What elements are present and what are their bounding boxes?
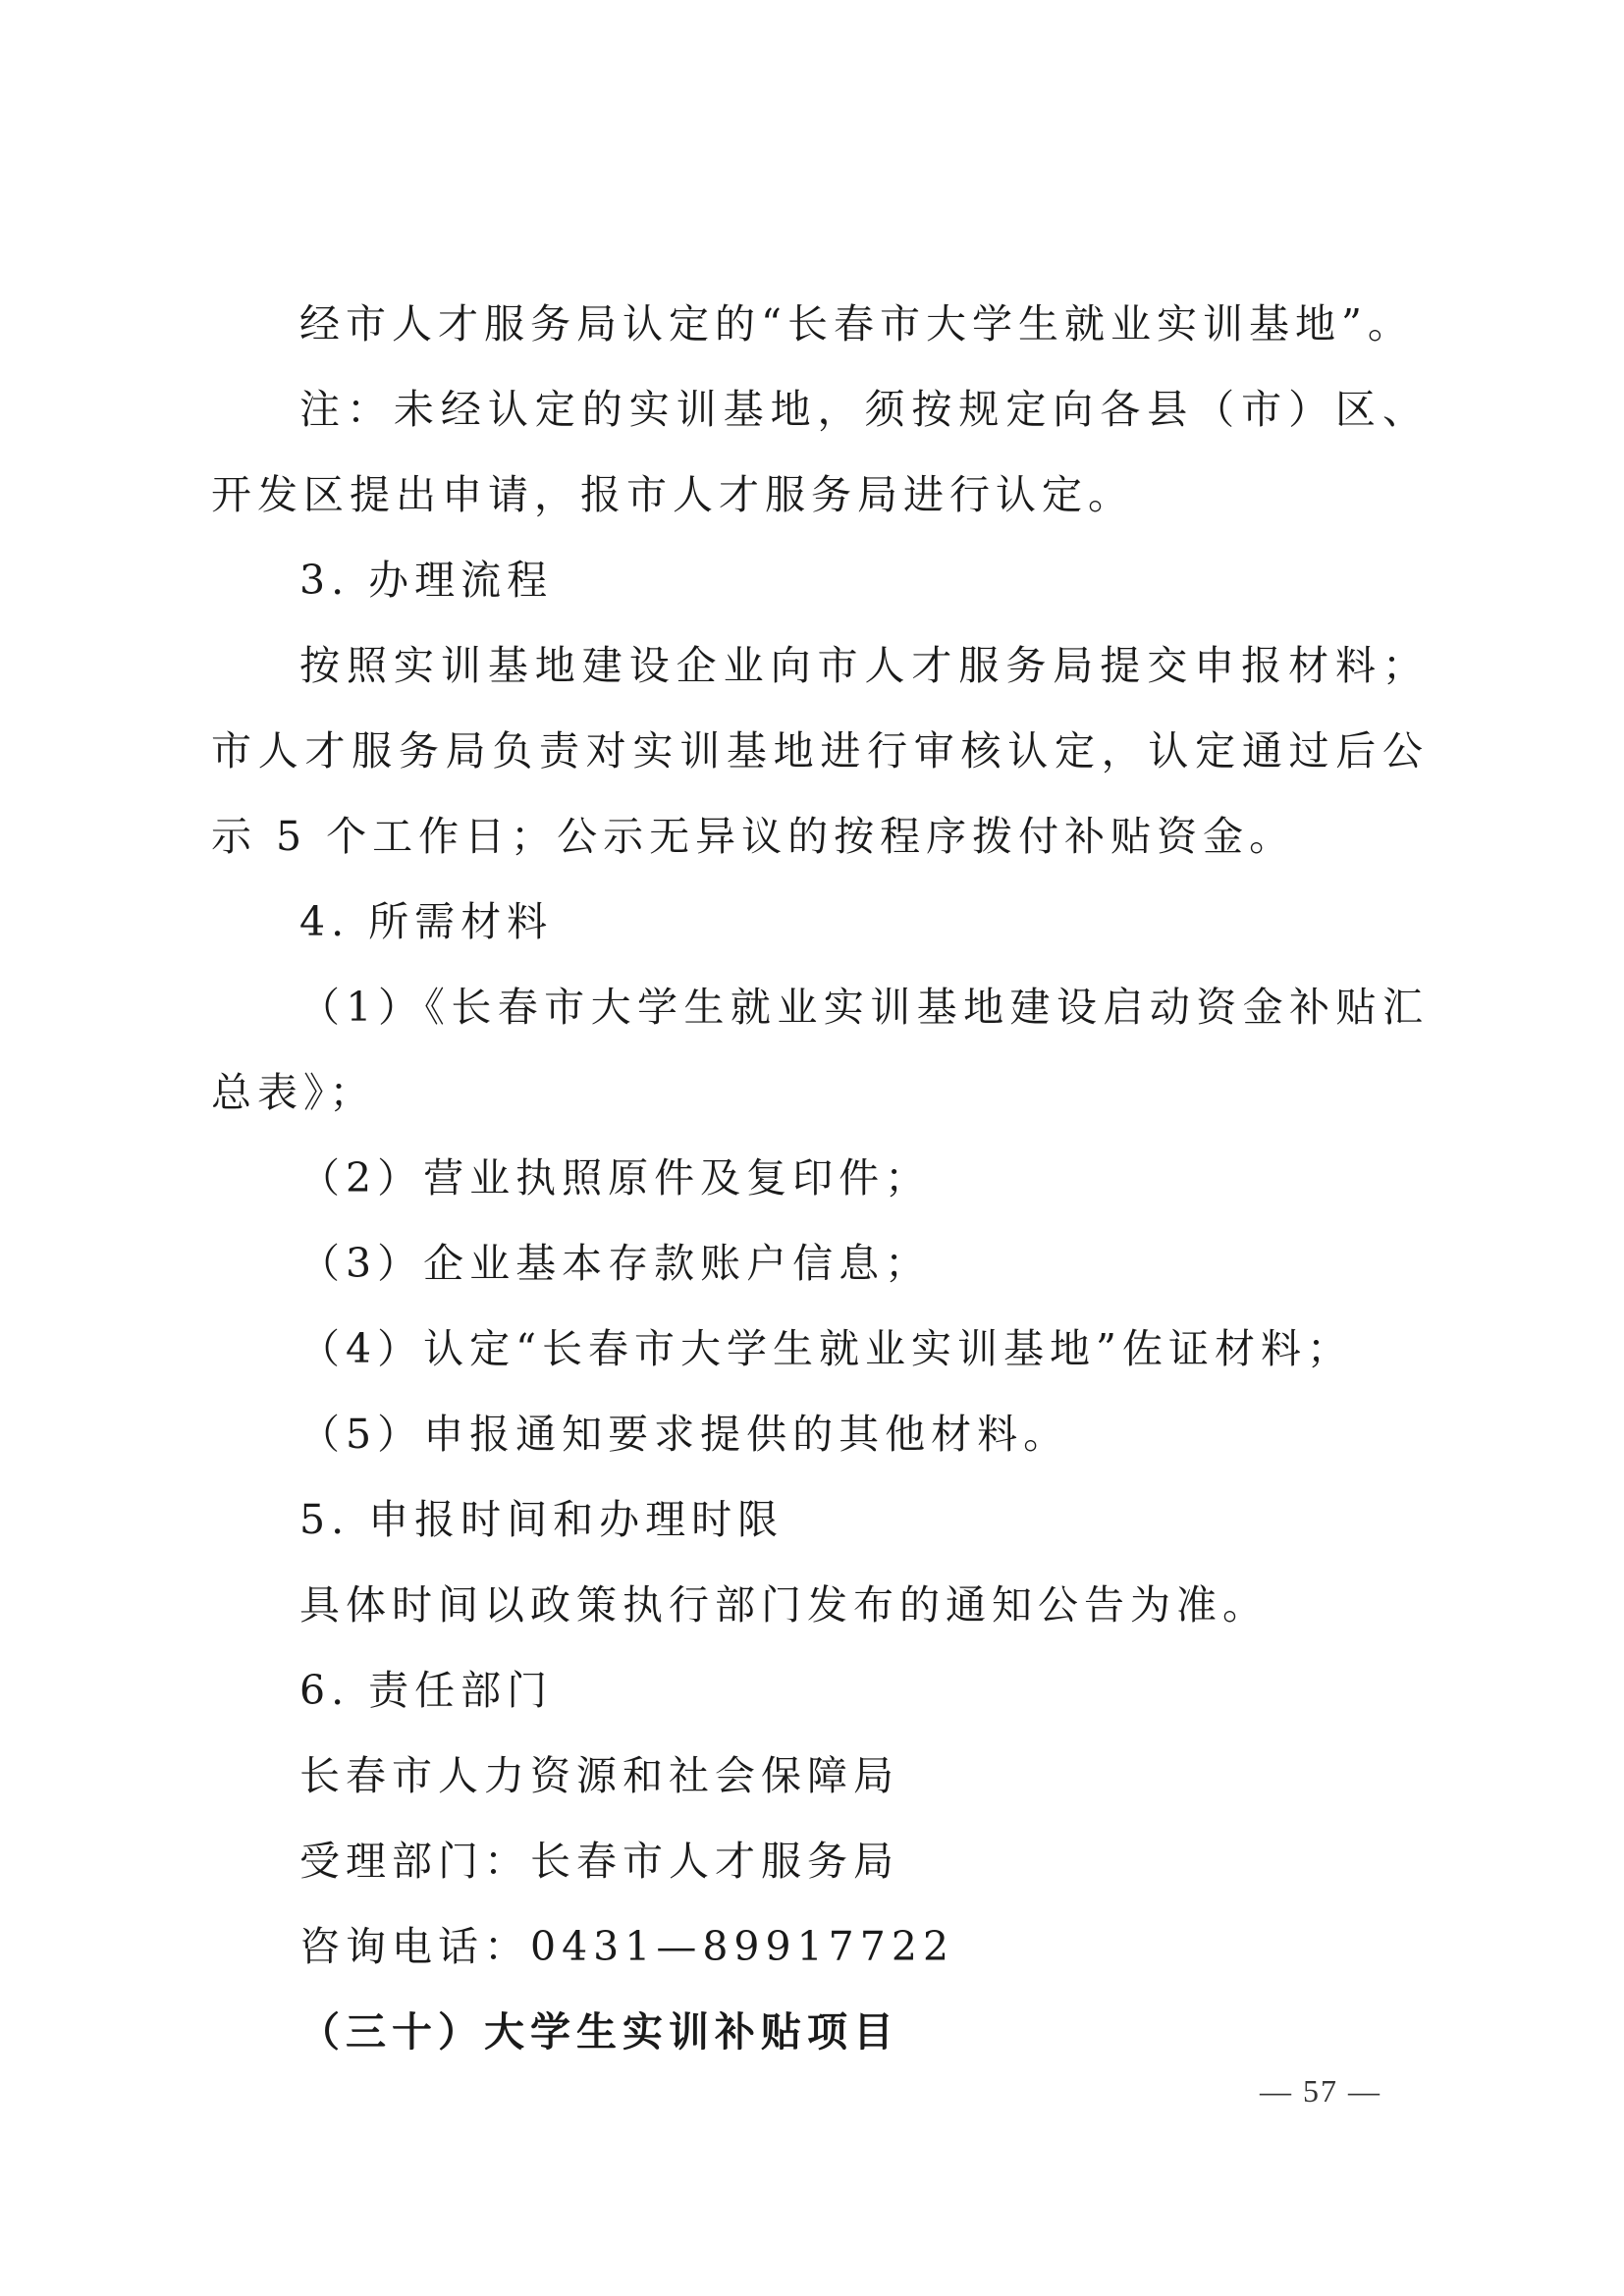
- section-heading-project: （三十）大学生实训补贴项目: [299, 2008, 899, 2056]
- paragraph-line: 经市人才服务局认定的“长春市大学生就业实训基地”。: [299, 300, 1414, 347]
- section-heading-timing: 5. 申报时间和办理时限: [299, 1496, 785, 1543]
- list-item: （5）申报通知要求提供的其他材料。: [299, 1411, 1070, 1458]
- list-item: （4）认定“长春市大学生就业实训基地”佐证材料；: [299, 1325, 1354, 1372]
- section-heading-process: 3. 办理流程: [299, 557, 554, 604]
- department-name: 长春市人力资源和社会保障局: [299, 1752, 899, 1799]
- section-heading-materials: 4. 所需材料: [299, 898, 554, 945]
- accepting-department: 受理部门：长春市人才服务局: [299, 1838, 899, 1885]
- list-item: （1）《长春市大学生就业实训基地建设启动资金补贴汇: [299, 984, 1429, 1031]
- note-line: 注：未经认定的实训基地，须按规定向各县（市）区、: [299, 386, 1429, 433]
- paragraph-line: 示 5 个工作日；公示无异议的按程序拨付补贴资金。: [211, 813, 1296, 860]
- page-number: — 57 —: [1260, 2073, 1381, 2109]
- list-item: （2）营业执照原件及复印件；: [299, 1154, 932, 1201]
- paragraph-line: 市人才服务局负责对实训基地进行审核认定，认定通过后公: [211, 727, 1429, 774]
- consultation-phone: 咨询电话：0431—89917722: [299, 1923, 955, 1970]
- paragraph-line: 按照实训基地建设企业向市人才服务局提交申报材料；: [299, 642, 1429, 689]
- paragraph-line: 开发区提出申请，报市人才服务局进行认定。: [211, 471, 1134, 518]
- list-item: （3）企业基本存款账户信息；: [299, 1240, 932, 1287]
- section-heading-department: 6. 责任部门: [299, 1667, 554, 1714]
- paragraph-line: 具体时间以政策执行部门发布的通知公告为准。: [299, 1581, 1269, 1629]
- list-item-continuation: 总表》；: [211, 1069, 376, 1116]
